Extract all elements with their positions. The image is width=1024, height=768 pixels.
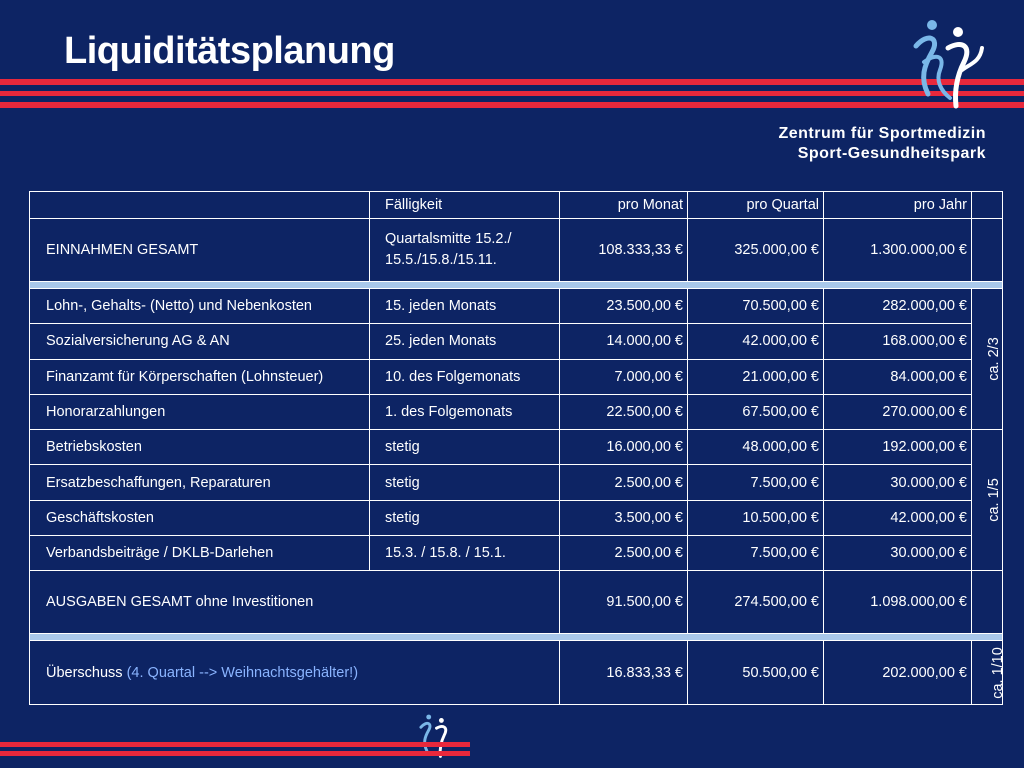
liquidity-table xyxy=(29,191,1006,705)
row-label: Ersatzbeschaffungen, Reparaturen xyxy=(30,465,370,500)
share-label: ca. 1/10 xyxy=(989,647,1006,699)
row-quarter: 42.000,00 € xyxy=(688,324,824,359)
row-due: 25. jeden Monats xyxy=(370,324,560,359)
surplus-row xyxy=(30,641,1003,705)
share-label: ca. 2/3 xyxy=(985,337,1002,381)
surplus-note: (4. Quartal --> Weihnachtsgehälter!) xyxy=(126,664,359,681)
surplus-month: 16.833,33 € xyxy=(560,641,688,705)
row-year: 42.000,00 € xyxy=(824,500,972,535)
expenses-total-label: AUSGABEN GESAMT ohne Investitionen xyxy=(30,571,560,634)
income-due: Quartalsmitte 15.2./ 15.5./15.8./15.11. xyxy=(370,219,560,282)
row-label: Lohn-, Gehalts- (Netto) und Nebenkosten xyxy=(30,289,370,324)
row-label: Finanzamt für Körperschaften (Lohnsteuer) xyxy=(30,359,370,394)
row-month: 3.500,00 € xyxy=(560,500,688,535)
table-row xyxy=(30,359,1003,394)
row-month: 2.500,00 € xyxy=(560,465,688,500)
row-quarter: 7.500,00 € xyxy=(688,536,824,571)
header-label xyxy=(30,192,370,219)
header-year: pro Jahr xyxy=(824,192,972,219)
share-group-2 xyxy=(972,430,1003,571)
surplus-share xyxy=(972,641,1006,705)
row-month: 22.500,00 € xyxy=(560,394,688,429)
expenses-total-month: 91.500,00 € xyxy=(560,571,688,634)
share-label: ca. 1/5 xyxy=(985,478,1002,523)
page-title: Liquiditätsplanung xyxy=(64,30,395,72)
row-label: Honorarzahlungen xyxy=(30,394,370,429)
row-due: stetig xyxy=(370,430,560,465)
table-row xyxy=(30,430,1003,465)
table-row xyxy=(30,536,1003,571)
income-share xyxy=(972,219,1003,282)
income-quarter: 325.000,00 € xyxy=(688,219,824,282)
row-due: 10. des Folgemonats xyxy=(370,359,560,394)
row-month: 23.500,00 € xyxy=(560,289,688,324)
row-quarter: 48.000,00 € xyxy=(688,430,824,465)
income-row xyxy=(30,219,1003,282)
table-row xyxy=(30,465,1003,500)
row-label: Geschäftskosten xyxy=(30,500,370,535)
red-stripe xyxy=(0,79,1024,85)
row-quarter: 67.500,00 € xyxy=(688,394,824,429)
runner-figures-logo-icon xyxy=(910,18,988,110)
header-due: Fälligkeit xyxy=(370,192,560,219)
row-year: 282.000,00 € xyxy=(824,289,972,324)
row-year: 84.000,00 € xyxy=(824,359,972,394)
expenses-total-row xyxy=(30,571,1003,634)
separator-row xyxy=(30,282,1003,289)
expenses-total-quarter: 274.500,00 € xyxy=(688,571,824,634)
row-due: stetig xyxy=(370,465,560,500)
table-header-row xyxy=(30,192,1003,219)
row-label: Verbandsbeiträge / DKLB-Darlehen xyxy=(30,536,370,571)
header-share xyxy=(972,192,1003,219)
table-row xyxy=(30,324,1003,359)
row-month: 14.000,00 € xyxy=(560,324,688,359)
separator-row xyxy=(30,634,1003,641)
row-month: 16.000,00 € xyxy=(560,430,688,465)
row-month: 2.500,00 € xyxy=(560,536,688,571)
row-year: 192.000,00 € xyxy=(824,430,972,465)
surplus-label-cell xyxy=(30,641,560,705)
row-label: Betriebskosten xyxy=(30,430,370,465)
row-due: 15. jeden Monats xyxy=(370,289,560,324)
income-month: 108.333,33 € xyxy=(560,219,688,282)
organization-line-2: Sport-Gesundheitspark xyxy=(797,145,986,162)
row-year: 168.000,00 € xyxy=(824,324,972,359)
surplus-label: Überschuss xyxy=(46,664,123,681)
header-month: pro Monat xyxy=(560,192,688,219)
row-quarter: 21.000,00 € xyxy=(688,359,824,394)
row-year: 270.000,00 € xyxy=(824,394,972,429)
row-label: Sozialversicherung AG & AN xyxy=(30,324,370,359)
expenses-total-year: 1.098.000,00 € xyxy=(824,571,972,634)
row-due: stetig xyxy=(370,500,560,535)
row-year: 30.000,00 € xyxy=(824,465,972,500)
organization-name xyxy=(778,124,986,164)
surplus-year: 202.000,00 € xyxy=(824,641,972,705)
row-due: 1. des Folgemonats xyxy=(370,394,560,429)
red-stripe xyxy=(0,742,470,747)
row-month: 7.000,00 € xyxy=(560,359,688,394)
income-year: 1.300.000,00 € xyxy=(824,219,972,282)
row-due: 15.3. / 15.8. / 15.1. xyxy=(370,536,560,571)
income-label: EINNAHMEN GESAMT xyxy=(30,219,370,282)
surplus-quarter: 50.500,00 € xyxy=(688,641,824,705)
red-stripe xyxy=(0,751,470,756)
row-quarter: 7.500,00 € xyxy=(688,465,824,500)
table-row xyxy=(30,289,1003,324)
row-quarter: 70.500,00 € xyxy=(688,289,824,324)
red-stripe xyxy=(0,102,1024,108)
row-year: 30.000,00 € xyxy=(824,536,972,571)
share-group-1 xyxy=(972,289,1003,430)
table-row xyxy=(30,500,1003,535)
header-quarter: pro Quartal xyxy=(688,192,824,219)
row-quarter: 10.500,00 € xyxy=(688,500,824,535)
table-row xyxy=(30,394,1003,429)
expenses-total-share xyxy=(972,571,1003,634)
organization-line-1: Zentrum für Sportmedizin xyxy=(778,125,986,142)
red-stripe xyxy=(0,91,1024,96)
